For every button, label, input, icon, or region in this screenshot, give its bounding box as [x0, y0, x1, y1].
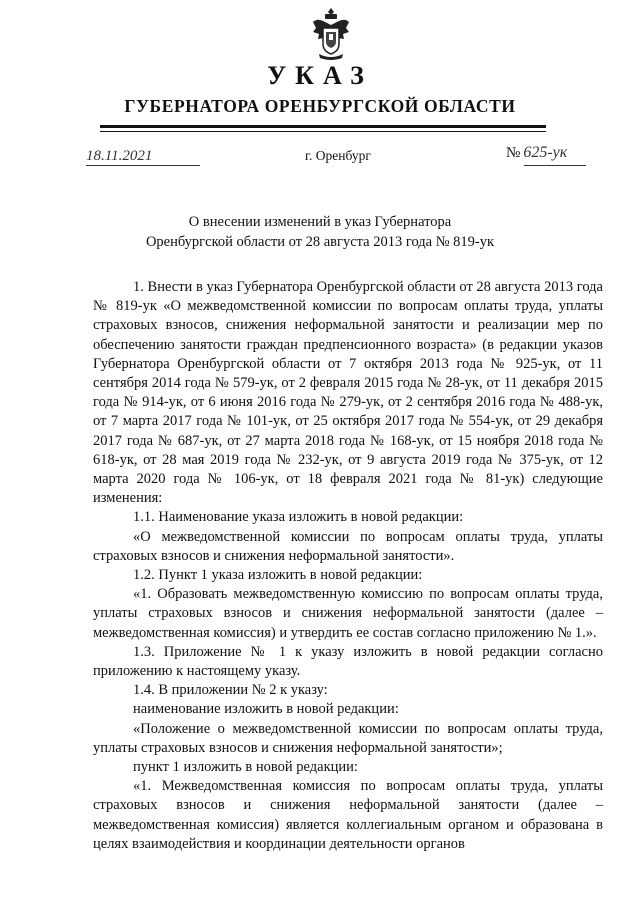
- number-prefix: №: [506, 145, 521, 161]
- document-body: [93, 278, 603, 854]
- paragraph-1-4: 1.4. В приложении № 2 к указу:: [133, 682, 328, 699]
- paragraph-1-2: 1.2. Пункт 1 указа изложить в новой редакции:: [133, 567, 423, 584]
- paragraph-1-1: 1.1. Наименование указа изложить в новой редакции:: [133, 509, 464, 526]
- header-rule-thick: [100, 125, 546, 128]
- number-underline: [524, 165, 586, 166]
- document-number: [506, 144, 567, 162]
- coat-of-arms-icon: [308, 6, 354, 62]
- paragraph-1-4-c: пункт 1 изложить в новой редакции:: [133, 759, 358, 776]
- document-issuer: ГУБЕРНАТОРА ОРЕНБУРГСКОЙ ОБЛАСТИ: [124, 96, 516, 116]
- document-date: 18.11.2021: [86, 148, 153, 164]
- paragraph-1-1-text: «О межведомственной комиссии по вопросам оплаты труда, уплаты страховых взносов и снижения неформальной занятости».: [93, 528, 603, 564]
- heading-line-2: Оренбургской области от 28 августа 2013 года № 819-ук: [145, 234, 495, 250]
- paragraph-1: 1. Внести в указ Губернатора Оренбургской области от 28 августа 2013 года № 819-ук «О межведомственной комиссии по вопросам оплаты труда, уплаты страховых взносов, снижения неформальной занятости и реализации мер по обеспечению занятости граждан предпенсионного возраста» (в редакции указов Губернатора Оренбургской области от 7 октября 2013 года № 925-ук, от 11 сентября 2014 года № 579-ук, от 2 февраля 2015 года № 28-ук, от 11 декабря 2015 года № 914-ук, от 6 июня 2016 года № 279-ук, от 2 сентября 2016 года № 488-ук, от 7 марта 2017 года № 101-ук, от 25 октября 2017 года № 554-ук, от 29 декабря 2017 года № 687-ук, от 27 марта 2018 года № 168-ук, от 15 ноября 2018 года № 618-ук, от 28 мая 2019 года № 232-ук, от 9 августа 2019 года № 375-ук, от 12 марта 2020 года № 106-ук, от 18 февраля 2021 года № 81-ук) следующие изменения:: [93, 279, 603, 507]
- paragraph-1-4-a: наименование изложить в новой редакции:: [133, 701, 399, 718]
- paragraph-1-2-text: «1. Образовать межведомственную комиссию по вопросам оплаты труда, уплаты страховых взносов и снижения неформальной занятости (далее – межведомственная комиссия) и утвердить ее состав согласно приложению № 1.».: [93, 586, 603, 641]
- heading-line-1: О внесении изменений в указ Губернатора: [188, 214, 452, 230]
- header-rule-thin: [100, 131, 546, 132]
- number-value: 625-ук: [523, 144, 568, 161]
- paragraph-1-3: 1.3. Приложение № 1 к указу изложить в новой редакции согласно приложению к настоящему указу.: [93, 643, 603, 680]
- document-heading: [0, 212, 640, 252]
- date-underline: [86, 165, 200, 166]
- paragraph-1-4-b: «Положение о межведомственной комиссии по вопросам оплаты труда, уплаты страховых взносов и снижения неформальной занятости»;: [93, 720, 603, 756]
- document-title: УКАЗ: [267, 61, 373, 90]
- document-city: г. Оренбург: [305, 148, 371, 163]
- paragraph-1-4-d: «1. Межведомственная комиссия по вопросам оплаты труда, уплаты страховых взносов и снижения неформальной занятости (далее – межведомственная комиссия) является коллегиальным органом и образована в целях взаимодействия и координации деятельности органов: [93, 778, 603, 852]
